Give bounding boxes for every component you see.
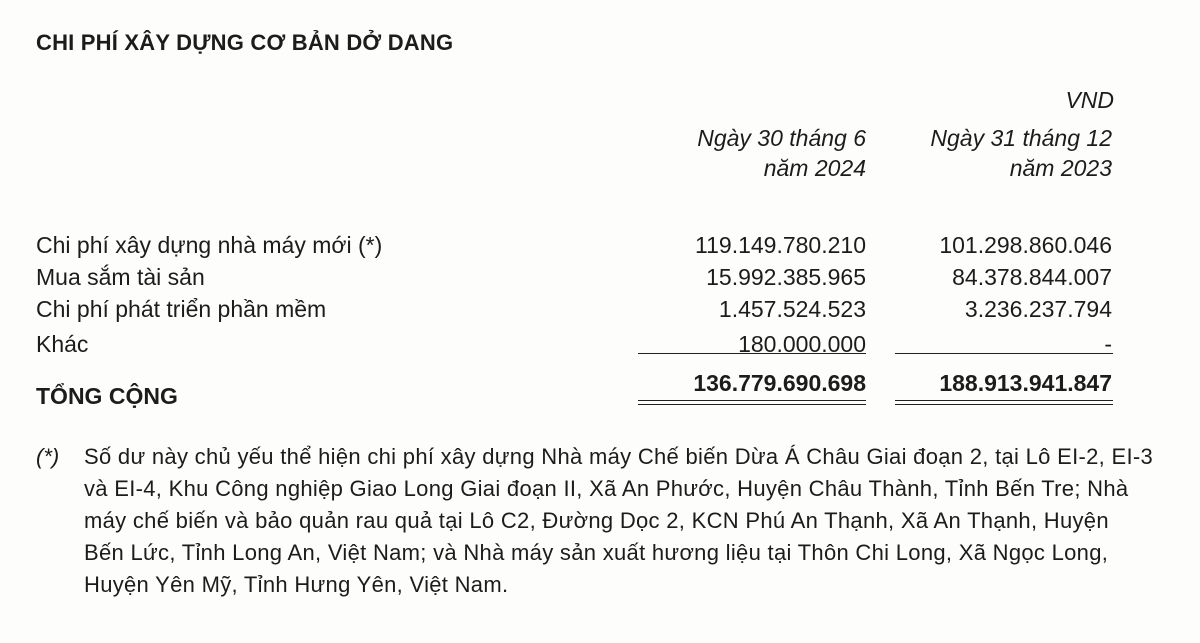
total-underline [895, 400, 1113, 401]
value-2024: 180.000.000 [738, 331, 866, 357]
total-row [0, 370, 1200, 409]
total-label: TỔNG CỘNG [36, 383, 178, 409]
value-2023: 101.298.860.046 [939, 232, 1112, 258]
value-2023: - [1104, 331, 1112, 357]
total-underline [638, 400, 866, 401]
row-label: Khác [36, 331, 89, 357]
column-header-line: năm 2024 [763, 155, 866, 181]
total-underline [895, 404, 1113, 405]
row-label: Chi phí phát triển phần mềm [36, 296, 327, 322]
value-2024: 1.457.524.523 [718, 296, 866, 322]
table-row [0, 232, 1200, 266]
column-header-line: Ngày 30 tháng 6 [697, 125, 866, 151]
column-header-line: năm 2023 [1009, 155, 1112, 181]
footnote-text: Số dư này chủ yếu thể hiện chi phí xây dựng Nhà máy Chế biến Dừa Á Châu Giai đoạn 2, tại Lô EI-2, EI-3 và EI-4, Khu Công nghiệp Giao Long Giai đoạn II, Xã An Phước, Huyện Châu Thành, Tỉnh Bến Tre; Nhà máy chế biến và bảo quản rau quả tại Lô C2, Đường Dọc 2, KCN Phú An Thạnh, Xã An Thạnh, Huyện Bến Lức, Tỉnh Long An, Việt Nam; và Nhà máy sản xuất hương liệu tại Thôn Chi Long, Xã Ngọc Long, Huyện Yên Mỹ, Tỉnh Hưng Yên, Việt Nam. [84, 444, 1154, 597]
subtotal-divider [638, 353, 866, 354]
total-underline [638, 404, 866, 405]
row-label: Mua sắm tài sản [36, 264, 205, 290]
footnote-marker: (*) [36, 444, 60, 469]
table-row [0, 331, 1200, 365]
subtotal-divider [895, 353, 1113, 354]
currency-unit: VND [1065, 87, 1114, 113]
column-header-2023 [852, 123, 1112, 183]
column-header-line: Ngày 31 tháng 12 [930, 125, 1112, 151]
section-title: CHI PHÍ XÂY DỰNG CƠ BẢN DỞ DANG [36, 30, 454, 55]
value-2024: 119.149.780.210 [695, 232, 866, 258]
value-2024: 15.992.385.965 [706, 264, 866, 290]
column-header-2024 [606, 123, 866, 183]
total-value-2023: 188.913.941.847 [939, 370, 1112, 396]
value-2023: 84.378.844.007 [952, 264, 1112, 290]
row-label: Chi phí xây dựng nhà máy mới (*) [36, 232, 383, 258]
table-row [0, 296, 1200, 330]
value-2023: 3.236.237.794 [964, 296, 1112, 322]
total-value-2024: 136.779.690.698 [693, 370, 866, 396]
table-row [0, 264, 1200, 298]
